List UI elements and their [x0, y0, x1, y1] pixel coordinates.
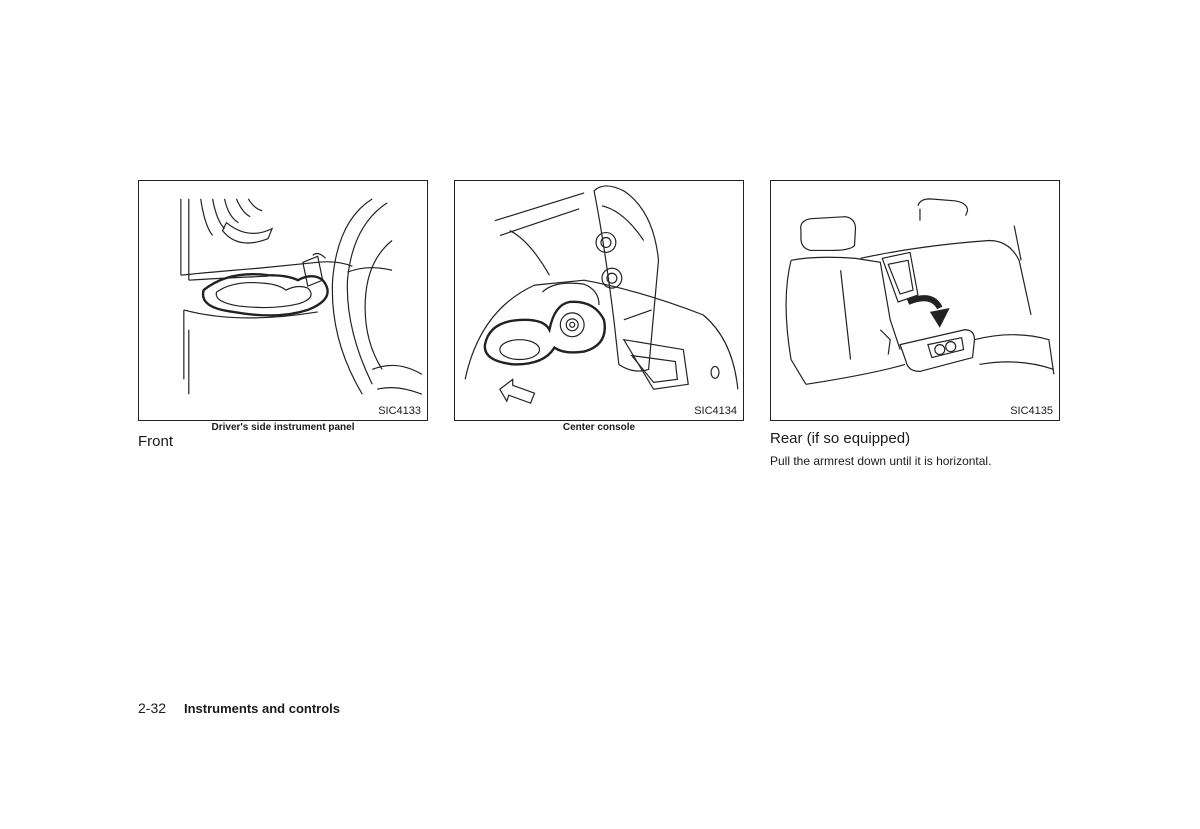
figure-code: SIC4135 — [1007, 405, 1053, 417]
figure-code: SIC4133 — [375, 405, 421, 417]
figure-caption: Driver's side instrument panel — [211, 422, 355, 433]
page-number: 2-32 — [138, 700, 167, 716]
rear-instruction-text: Pull the armrest down until it is horizontal. — [770, 454, 992, 468]
section-heading-rear: Rear (if so equipped) — [770, 430, 911, 447]
footer-section-title: Instruments and controls — [184, 701, 341, 716]
figure-rear-armrest — [770, 180, 1060, 421]
section-heading-front: Front — [138, 433, 174, 450]
center-console-illustration — [455, 181, 743, 420]
drivers-cup-holder-illustration — [139, 181, 427, 420]
figure-center-console — [454, 180, 744, 421]
figure-code: SIC4134 — [691, 405, 737, 417]
figure-drivers-cup-holder — [138, 180, 428, 421]
rear-armrest-illustration — [771, 181, 1059, 420]
figure-caption: Center console — [562, 422, 636, 433]
